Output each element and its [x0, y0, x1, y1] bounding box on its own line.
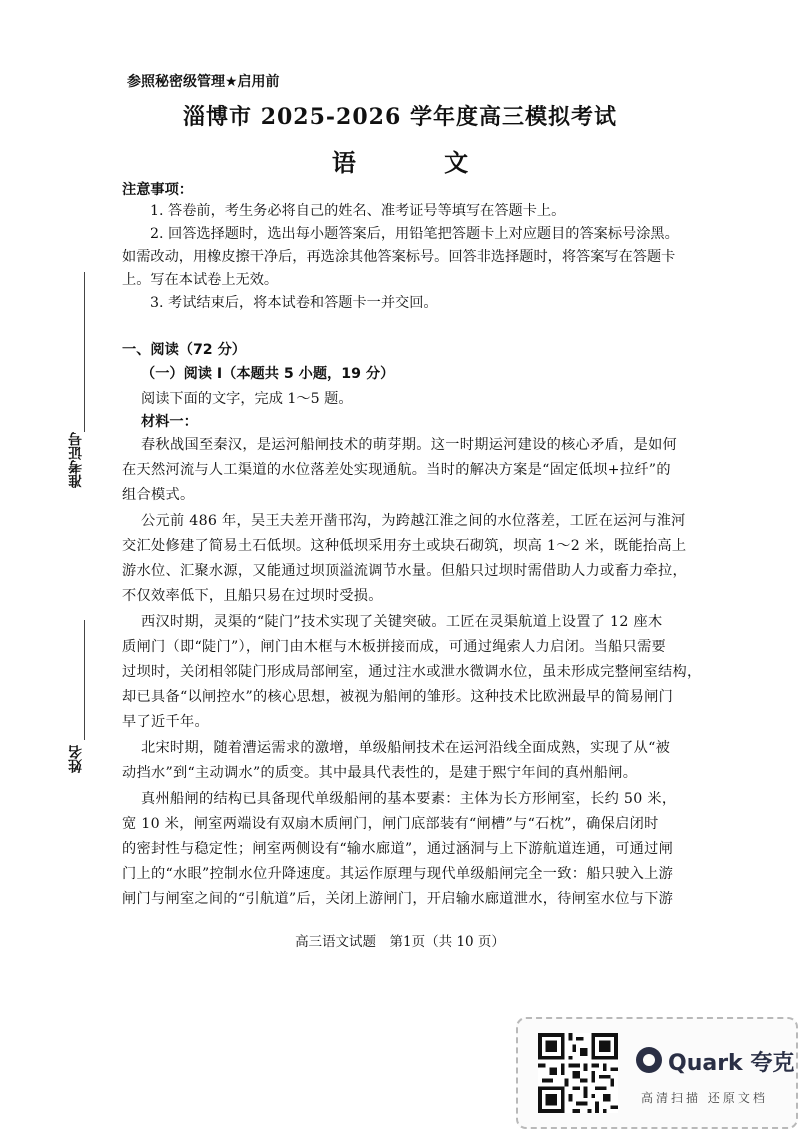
section-heading: 一、阅读（72 分） — [122, 342, 246, 358]
passage-line: 不仅效率低下，且船只易在过坝时受损。 — [122, 588, 383, 604]
scanner-watermark — [516, 1017, 798, 1129]
passage-line: 北宋时期，随着漕运需求的激增，单级船闸技术在运河沿线全面成熟，实现了从“被 — [141, 740, 671, 756]
passage-line: 闸门与闸室之间的“引航道”后，关闭上游闸门，开启输水廊道泄水，待闸室水位与下游 — [122, 891, 674, 907]
passage-line: 组合模式。 — [122, 487, 195, 503]
subject-title: 语 文 — [331, 148, 509, 177]
passage-line: 质闸门（即“陡门”），闸门由木框与木板拼接而成，可通过绳索人力启闭。当船只需要 — [122, 639, 667, 655]
passage-line: 西汉时期，灵渠的“陡门”技术实现了关键突破。工匠在灵渠航道上设置了 12 座木 — [141, 614, 663, 630]
name-write-line — [84, 620, 85, 740]
quark-logo-icon — [636, 1047, 662, 1073]
passage-line: 却已具备“以闸控水”的核心思想，被视为船闸的雏形。这种技术比欧洲最早的简易闸门 — [122, 689, 674, 705]
notice-line: 3. 考试结束后，将本试卷和答题卡一并交回。 — [150, 295, 438, 311]
notice-heading: 注意事项： — [122, 182, 193, 198]
passage-line: 动挡水”到“主动调水”的质变。其中最具代表性的，是建于熙宁年间的真州船闸。 — [122, 765, 638, 781]
passage-line: 春秋战国至秦汉，是运河船闸技术的萌芽期。这一时期运河建设的核心矛盾，是如何 — [141, 437, 678, 453]
secret-level-label: 参照秘密级管理★启用前 — [127, 74, 280, 90]
passage-line: 在天然河流与人工渠道的水位落差处实现通航。当时的解决方案是“固定低坝+拉纤”的 — [122, 462, 671, 478]
material-label: 材料一： — [141, 414, 198, 430]
notice-line: 上。写在本试卷上无效。 — [122, 272, 279, 288]
section-subheading: （一）阅读 I（本题共 5 小题，19 分） — [141, 366, 395, 382]
page-footer: 高三语文试题 第1页（共 10 页） — [295, 934, 505, 950]
passage-line: 过坝时，关闭相邻陡门形成局部闸室，通过注水或泄水微调水位，虽未形成完整闸室结构， — [122, 664, 702, 680]
passage-line: 真州船闸的结构已具备现代单级船闸的基本要素：主体为长方形闸室，长约 50 米， — [141, 791, 677, 807]
passage-line: 交汇处修建了简易土石低坝。这种低坝采用夯土或块石砌筑，坝高 1～2 米，既能抬高上 — [122, 538, 687, 554]
exam-title: 淄博市 2025-2026 学年度高三模拟考试 — [183, 104, 617, 130]
passage-line: 公元前 486 年，吴王夫差开凿邗沟，为跨越江淮之间的水位落差，工匠在运河与淮河 — [141, 513, 686, 529]
watermark-brand: Quark 夸克 — [668, 1051, 795, 1076]
passage-line: 门上的“水眼”控制水位升降速度。其运作原理与现代单级船闸完全一致：船只驶入上游 — [122, 866, 674, 882]
passage-line: 宽 10 米，闸室两端设有双扇木质闸门，闸门底部装有“闸槽”与“石枕”，确保启闭时 — [122, 816, 659, 832]
qr-code-icon — [538, 1033, 618, 1113]
notice-line: 1. 答卷前，考生务必将自己的姓名、准考证号等填写在答题卡上。 — [150, 203, 566, 219]
passage-line: 的密封性与稳定性；闸室两侧设有“输水廊道”，通过涵洞与上下游航道连通，可通过闸 — [122, 841, 674, 857]
section-instruction: 阅读下面的文字，完成 1～5 题。 — [141, 391, 353, 407]
passage-line: 早了近千年。 — [122, 714, 209, 730]
name-side-label: 姓名 — [68, 745, 84, 773]
exam-id-write-line — [84, 272, 85, 432]
passage-line: 游水位、汇聚水源，又能通过坝顶溢流调节水量。但船只过坝时需借助人力或畜力牵拉， — [122, 563, 688, 579]
watermark-tagline: 高清扫描 还原文档 — [641, 1091, 768, 1105]
notice-line: 如需改动，用橡皮擦干净后，再选涂其他答案标号。回答非选择题时，将答案写在答题卡 — [122, 249, 676, 265]
exam-id-side-label: 准考证号 — [68, 432, 84, 488]
notice-line: 2. 回答选择题时，选出每小题答案后，用铅笔把答题卡上对应题目的答案标号涂黑。 — [150, 226, 679, 242]
